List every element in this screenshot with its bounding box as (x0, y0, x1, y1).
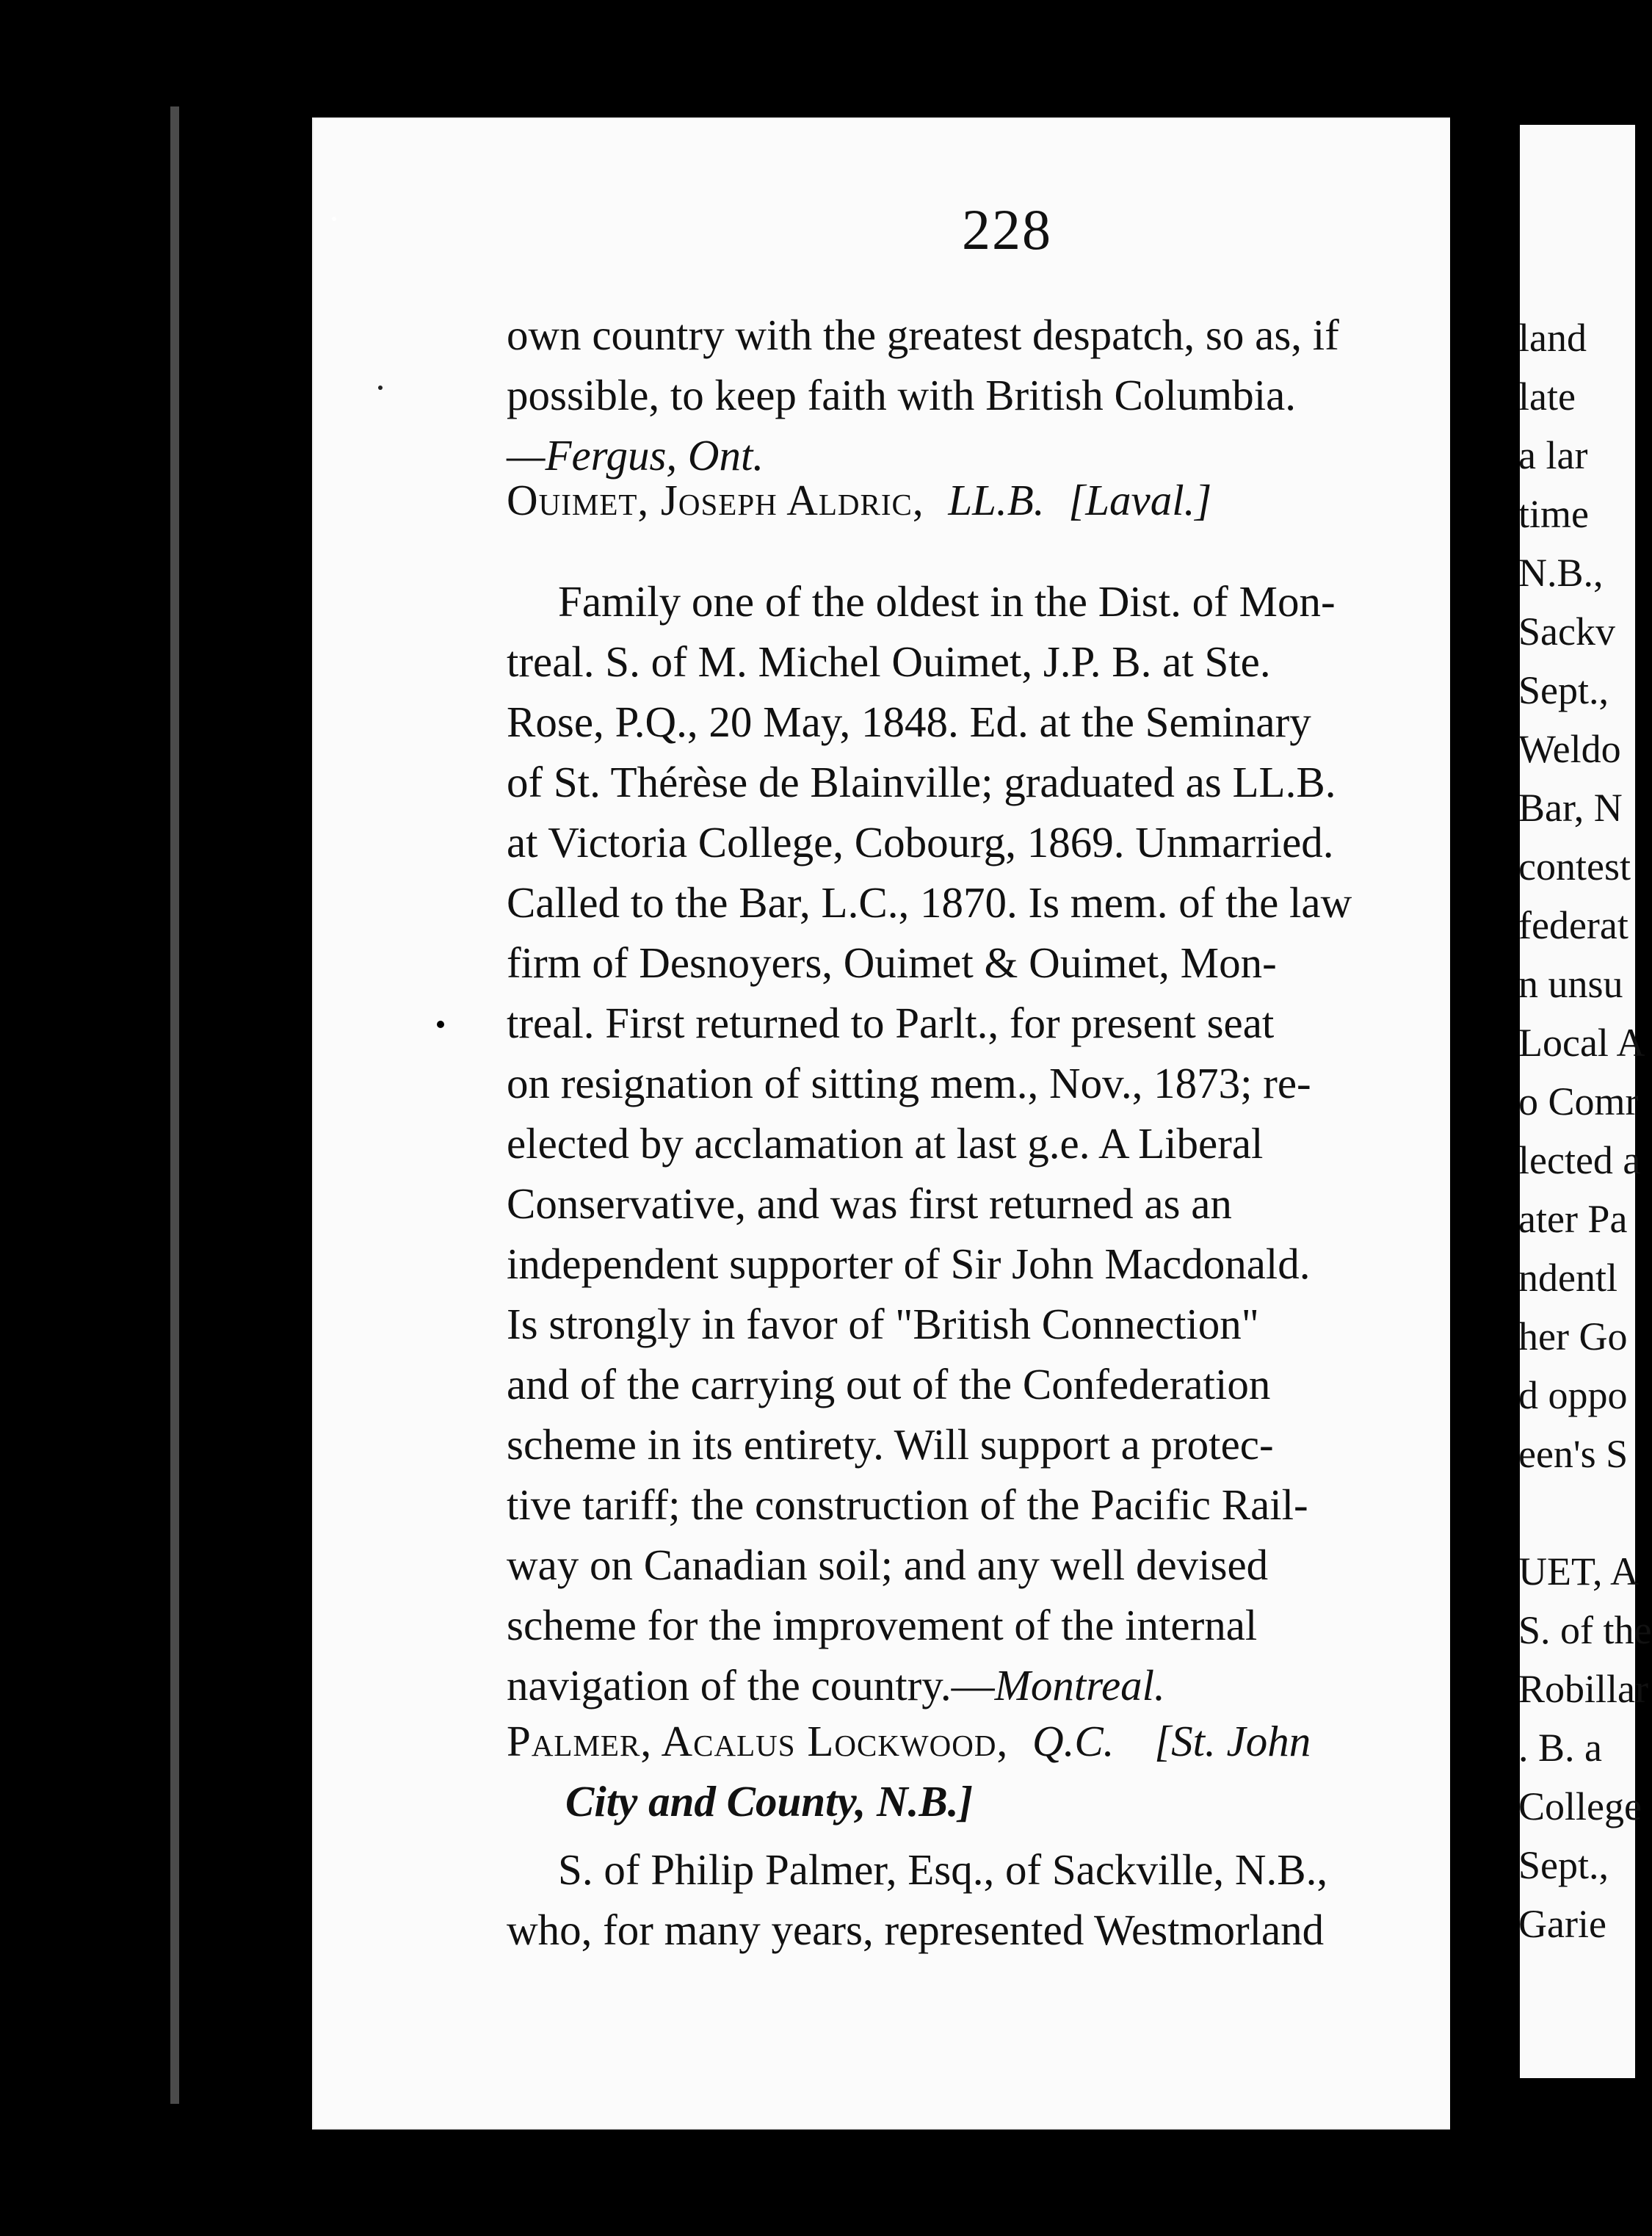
fragment-line (1518, 1483, 1651, 1542)
fragment-line: N.B., (1518, 551, 1604, 595)
text-line: own country with the greatest despatch, so as, if (507, 311, 1339, 359)
text-line: way on Canadian soil; and any well devised (507, 1541, 1269, 1589)
text-line: independent supporter of Sir John Macdonald. (507, 1240, 1311, 1288)
entry-body-palmer (507, 1839, 1483, 1960)
text-line: S. of Philip Palmer, Esq., of Sackville, N.B., (558, 1845, 1328, 1894)
fragment-line: Weldo (1518, 727, 1621, 771)
location-line: —Fergus, Ont. (507, 431, 764, 480)
member-constituency: [Laval.] (1068, 476, 1212, 524)
fragment-line: late (1518, 375, 1576, 419)
text-line: Conservative, and was first returned as an (507, 1179, 1232, 1228)
fragment-line: lected a (1518, 1138, 1641, 1182)
fragment-line: Robillar (1518, 1667, 1648, 1711)
member-constituency-cont: City and County, N.B.] (565, 1777, 974, 1826)
scan-speck (437, 1021, 444, 1028)
text-line: scheme in its entirety. Will support a protec- (507, 1420, 1274, 1469)
text-line: Is strongly in favor of "British Connection" (507, 1300, 1259, 1348)
fragment-line: n unsu (1518, 962, 1623, 1006)
text-line: Family one of the oldest in the Dist. of Mon- (558, 577, 1336, 626)
adjacent-page-text (1518, 308, 1651, 1953)
text-line: on resignation of sitting mem., Nov., 1873; re- (507, 1059, 1311, 1107)
text-line: at Victoria College, Cobourg, 1869. Unmarried. (507, 818, 1334, 866)
fragment-line: Sackv (1518, 609, 1615, 654)
location-line: Montreal. (994, 1661, 1165, 1709)
entry-heading-ouimet (507, 470, 1483, 530)
fragment-line: federat (1518, 903, 1629, 947)
fragment-line: een's S (1518, 1432, 1629, 1476)
text-line: possible, to keep faith with British Columbia. (507, 371, 1297, 419)
fragment-line: Garie (1518, 1902, 1606, 1946)
fragment-line: . B. a (1518, 1726, 1602, 1770)
fragment-line: ater Pa (1518, 1197, 1628, 1241)
member-degree: LL.B. (948, 476, 1045, 524)
spine-edge (170, 106, 179, 2104)
scan-speck (378, 386, 383, 390)
text-line: and of the carrying out of the Confederation (507, 1360, 1271, 1408)
text-line: navigation of the country.— (507, 1661, 995, 1709)
text-line: treal. S. of M. Michel Ouimet, J.P. B. at Ste. (507, 637, 1271, 686)
text-line: firm of Desnoyers, Ouimet & Ouimet, Mon- (507, 938, 1277, 987)
member-name: Palmer, Acalus Lockwood, (507, 1717, 1009, 1765)
text-line: of St. Thérèse de Blainville; graduated as LL.B. (507, 758, 1336, 806)
text-line: tive tariff; the construction of the Pacific Rail- (507, 1480, 1308, 1529)
carryover-paragraph (507, 305, 1483, 485)
fragment-line: Sept., (1518, 1843, 1609, 1887)
text-line: Called to the Bar, L.C., 1870. Is mem. of the law (507, 878, 1352, 927)
text-line: Rose, P.Q., 20 May, 1848. Ed. at the Seminary (507, 698, 1311, 746)
entry-body-ouimet (507, 571, 1483, 1715)
member-title: Q.C. (1032, 1717, 1115, 1765)
book-spine (163, 106, 280, 2104)
fragment-line: time (1518, 492, 1589, 536)
entry-heading-palmer (507, 1711, 1483, 1831)
member-constituency: [St. John (1154, 1717, 1311, 1765)
fragment-line: UET, A (1518, 1549, 1639, 1593)
fragment-line: College (1518, 1784, 1642, 1828)
fragment-line: her Go (1518, 1314, 1628, 1358)
text-line: who, for many years, represented Westmorland (507, 1906, 1325, 1954)
text-line: scheme for the improvement of the internal (507, 1601, 1258, 1649)
member-name: Ouimet, Joseph Aldric, (507, 476, 924, 524)
fragment-line: S. of the (1518, 1608, 1652, 1652)
text-line: treal. First returned to Parlt., for present seat (507, 999, 1275, 1047)
fragment-line: d oppo (1518, 1373, 1628, 1417)
text-line: elected by acclamation at last g.e. A Liberal (507, 1119, 1264, 1168)
fragment-line: Bar, N (1518, 786, 1623, 830)
fragment-line: Sept., (1518, 668, 1609, 712)
fragment-line: ndentl (1518, 1256, 1617, 1300)
fragment-line: a lar (1518, 433, 1588, 477)
fragment-line: land (1518, 316, 1587, 360)
fragment-line: contest (1518, 844, 1631, 889)
scan-speck (332, 217, 336, 221)
fragment-line: o Comr (1518, 1079, 1639, 1124)
page-number: 228 (962, 198, 1052, 261)
fragment-line: Local A (1518, 1021, 1645, 1065)
